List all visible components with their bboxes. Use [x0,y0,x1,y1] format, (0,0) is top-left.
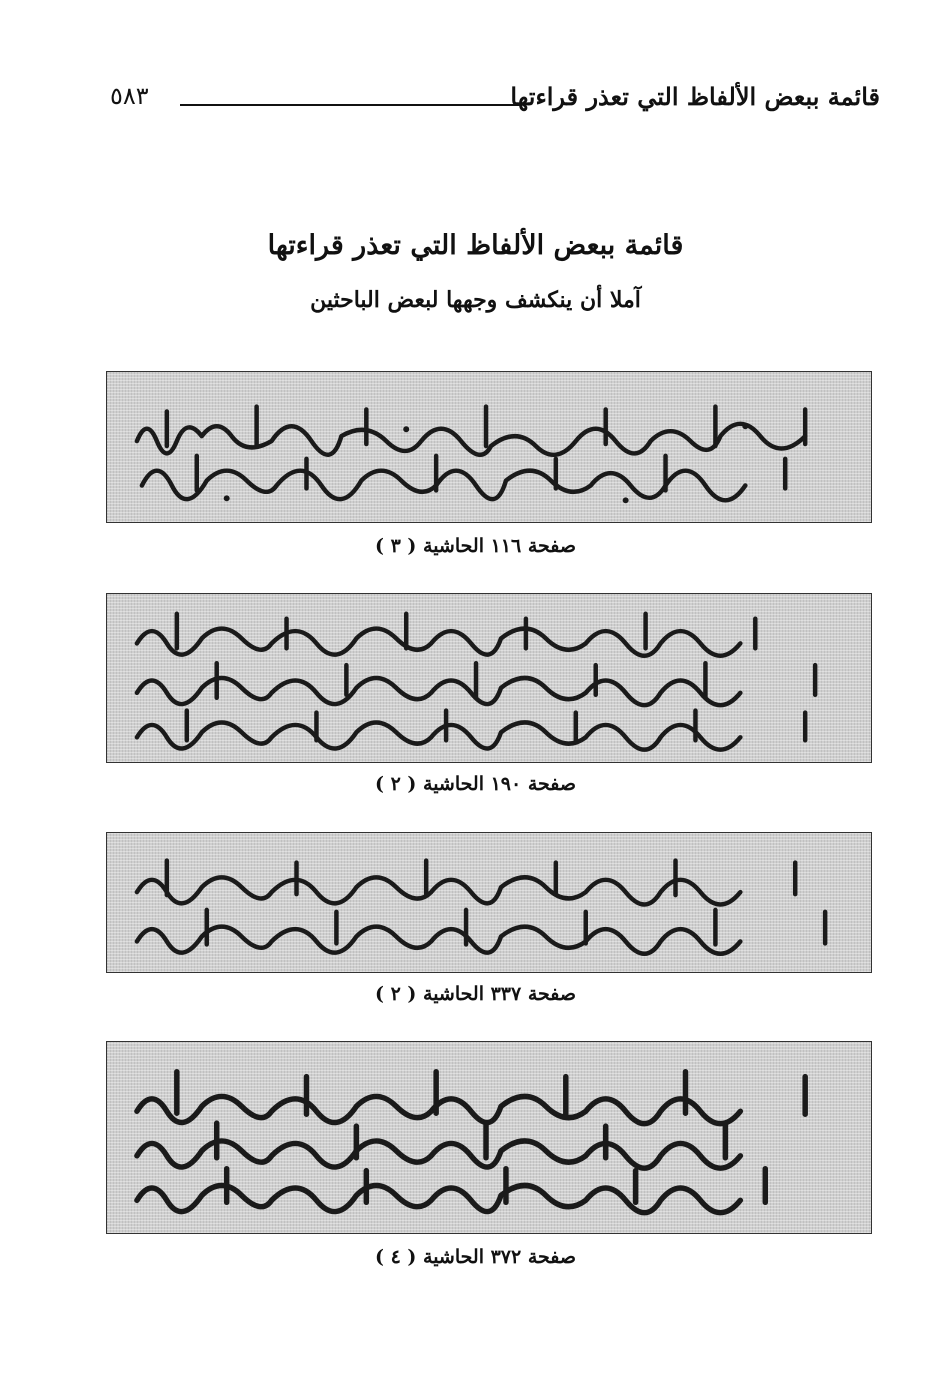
manuscript-excerpt-image [106,832,872,973]
page-subtitle: آملا أن ينكشف وجهها لبعض الباحثين [310,287,641,313]
excerpt-caption: صفحة ١٩٠ الحاشية ( ٢ ) [374,773,577,795]
excerpt-caption: صفحة ٣٣٧ الحاشية ( ٢ ) [374,983,577,1005]
excerpt-caption: صفحة ٣٧٢ الحاشية ( ٤ ) [374,1246,577,1268]
manuscript-excerpt-image [106,593,872,763]
manuscript-excerpt-image [106,1041,872,1234]
header-rule [180,104,520,106]
running-title: قائمة ببعض الألفاظ التي تعذر قراءتها [510,82,880,111]
running-header [110,82,880,118]
excerpt-caption: صفحة ١١٦ الحاشية ( ٣ ) [374,535,577,557]
manuscript-excerpt-image [106,371,872,523]
page-title: قائمة ببعض الألفاظ التي تعذر قراءتها [267,230,684,261]
page-number: ٥٨٣ [110,82,149,110]
